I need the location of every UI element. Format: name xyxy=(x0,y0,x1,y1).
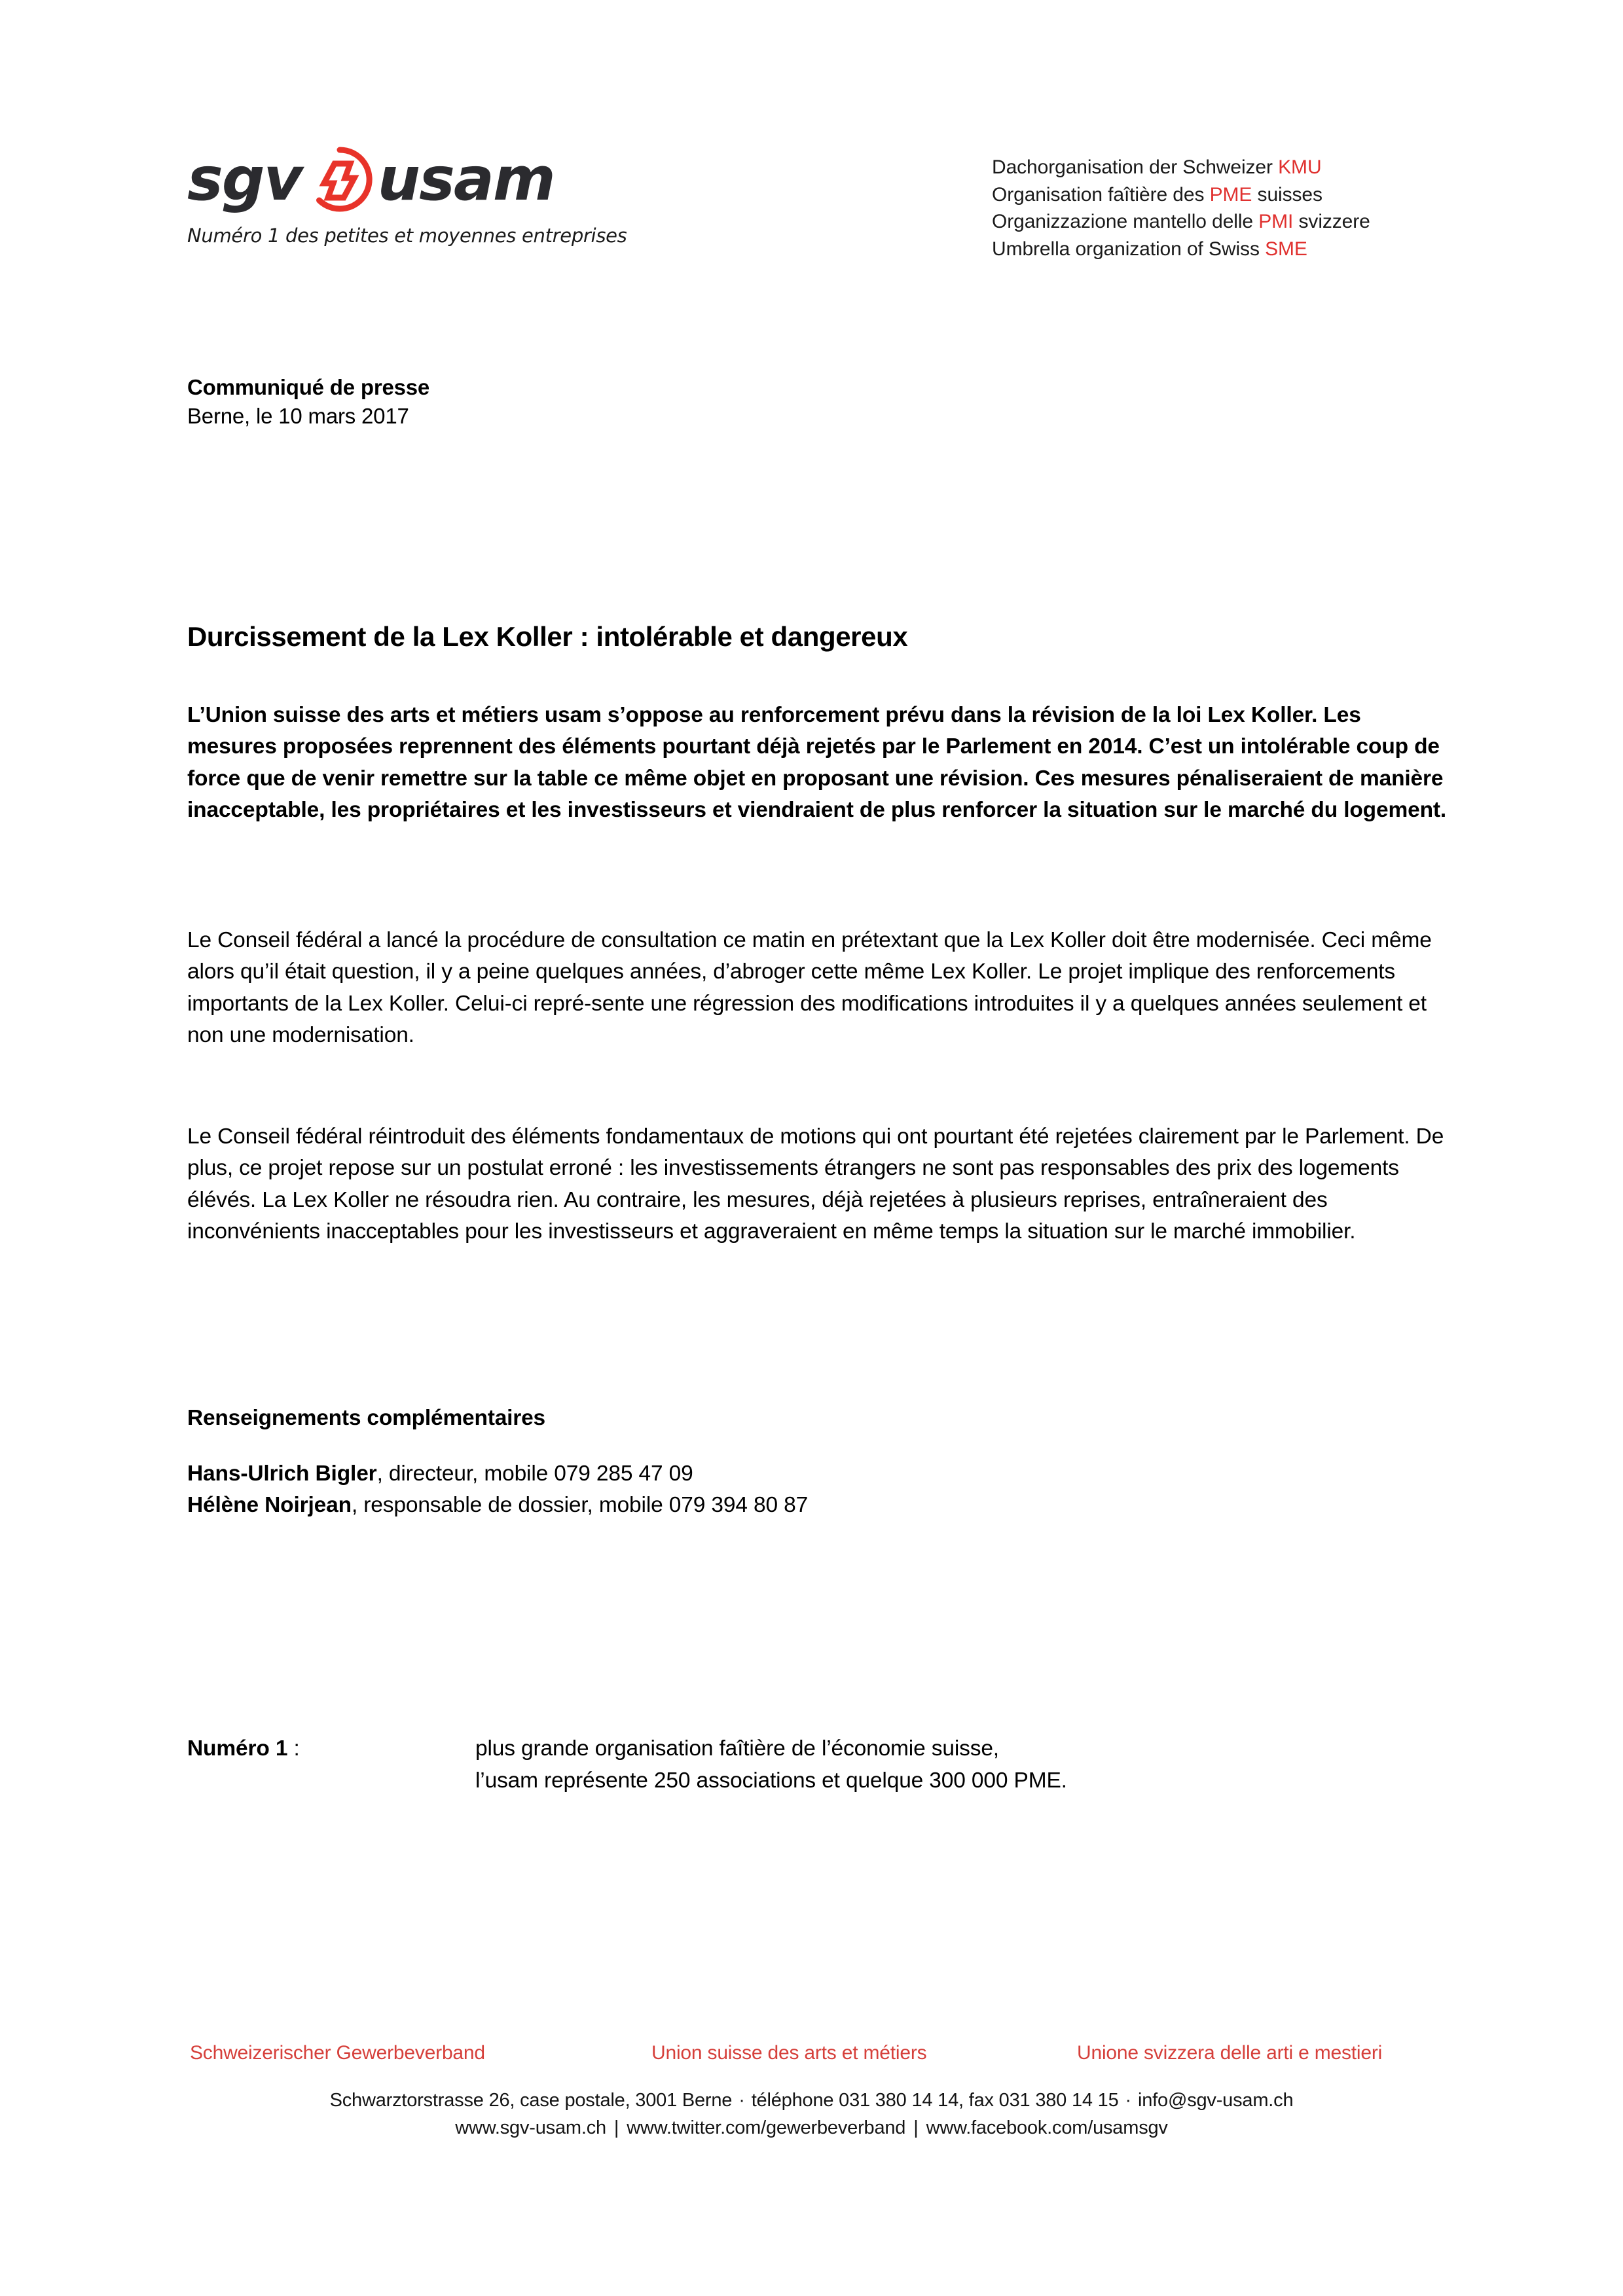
header-highlight-pme: PME xyxy=(1209,183,1252,206)
contact-person-1-name: Hans-Ulrich Bigler xyxy=(187,1462,377,1486)
contact-person-1-details: , directeur, mobile 079 285 47 09 xyxy=(376,1462,693,1486)
footer-separator-1: · xyxy=(739,2090,745,2111)
footer-separator-2: · xyxy=(1125,2090,1131,2111)
sgv-usam-swiss-cross-emblem-icon xyxy=(306,145,374,213)
contact-section xyxy=(187,1406,1451,1521)
press-release-meta xyxy=(187,373,429,431)
body-paragraph-1: Le Conseil fédéral a lancé la procédure de consultation ce matin en prétextant que la Lex Koller doit être modernisée. Ceci même alors qu’il était question, il y a peine quelques années, d’abroger cette même Lex Koller. Le projet implique des renforcements importants de la Lex Koller. Celui-ci repré-sente une régression des modifications introduites il y a quelques années seulement et non une modernisation. xyxy=(187,927,1432,1047)
footer-website-link[interactable]: www.sgv-usam.ch xyxy=(455,2117,606,2138)
footer-address-line xyxy=(0,2087,1623,2114)
header-language-fr: Organisation faîtière des PME suisses xyxy=(992,183,1322,206)
footer-org-name-it: Unione svizzera delle arti e mestieri xyxy=(1077,2042,1383,2064)
footer-org-names xyxy=(0,2042,1623,2072)
logo-text-usam: usam xyxy=(377,144,555,214)
numero-label-bold: Numéro 1 xyxy=(187,1736,288,1761)
letterhead-header xyxy=(0,141,1623,285)
contact-person-2-details: , responsable de dossier, mobile 079 394 80 87 xyxy=(351,1493,809,1517)
numero-description-line-2: l’usam représente 250 associations et quelque 300 000 PME. xyxy=(475,1768,1067,1793)
contact-person-2-name: Hélène Noirjean xyxy=(187,1493,352,1517)
contact-person-2 xyxy=(187,1490,1451,1521)
header-highlight-kmu: KMU xyxy=(1278,156,1322,178)
page-title: Durcissement de la Lex Koller : intolérable et dangereux xyxy=(187,621,908,653)
header-language-list xyxy=(992,154,1370,262)
numero-one-block xyxy=(187,1733,1451,1797)
header-highlight-sme: SME xyxy=(1265,238,1307,260)
logo-tagline: Numéro 1 des petites et moyennes entreprises xyxy=(187,224,627,247)
header-highlight-pmi: PMI xyxy=(1258,211,1294,232)
page-footer xyxy=(0,2042,1623,2142)
logo-block xyxy=(187,141,627,247)
logo-wordmark xyxy=(187,141,606,218)
header-language-de: Dachorganisation der Schweizer KMU xyxy=(992,156,1322,178)
footer-street-address: Schwarztorstrasse 26, case postale, 3001 Berne xyxy=(329,2090,733,2111)
footer-web-line xyxy=(0,2114,1623,2142)
header-language-en: Umbrella organization of Swiss SME xyxy=(992,238,1307,260)
footer-org-name-fr: Union suisse des arts et métiers xyxy=(651,2042,927,2064)
document-type-label: Communiqué de presse xyxy=(187,375,430,399)
footer-pipe-1: | xyxy=(613,2117,619,2138)
body-paragraph-2: Le Conseil fédéral réintroduit des éléments fondamentaux de motions qui ont pourtant été rejetées clairement par le Parlement. De plus, ce projet repose sur un postulat erroné : les investissements étrangers ne sont pas responsables des prix des logements élévés. La Lex Koller ne résoudra rien. Au contraire, les mesures, déjà rejetées à plusieurs reprises, entraîneraient des inconvénients inacceptables pour les investisseurs et aggraveraient en même temps la situation sur le marché immobilier. xyxy=(187,1124,1444,1244)
logo-text-sgv: sgv xyxy=(187,144,302,214)
footer-email-link[interactable]: info@sgv-usam.ch xyxy=(1138,2090,1294,2111)
numero-label xyxy=(187,1733,475,1765)
header-language-it: Organizzazione mantello delle PMI svizzere xyxy=(992,211,1370,232)
contact-heading: Renseignements complémentaires xyxy=(187,1406,545,1430)
footer-twitter-link[interactable]: www.twitter.com/gewerbeverband xyxy=(627,2117,906,2138)
numero-label-colon: : xyxy=(287,1736,300,1761)
footer-contact-details xyxy=(0,2087,1623,2142)
place-date-label: Berne, le 10 mars 2017 xyxy=(187,404,409,428)
numero-row xyxy=(187,1733,1451,1797)
footer-org-name-de: Schweizerischer Gewerbeverband xyxy=(190,2042,485,2064)
numero-description xyxy=(475,1733,1451,1797)
footer-facebook-link[interactable]: www.facebook.com/usamsgv xyxy=(926,2117,1168,2138)
contact-person-1 xyxy=(187,1458,1451,1490)
lead-paragraph: L’Union suisse des arts et métiers usam s’oppose au renforcement prévu dans la révision de la loi Lex Koller. Les mesures proposées reprennent des éléments pourtant déjà rejetés par le Parlement en 2014. C’est un intolérable coup de force que de venir remettre sur la table ce même objet en proposant une révision. Ces mesures pénaliseraient de manière inacceptable, les propriétaires et les investisseurs et viendraient de plus renforcer la situation sur le marché du logement. xyxy=(187,702,1447,822)
numero-description-line-1: plus grande organisation faîtière de l’économie suisse, xyxy=(475,1736,999,1761)
footer-pipe-2: | xyxy=(913,2117,919,2138)
footer-phone-fax: téléphone 031 380 14 14, fax 031 380 14 15 xyxy=(751,2090,1119,2111)
